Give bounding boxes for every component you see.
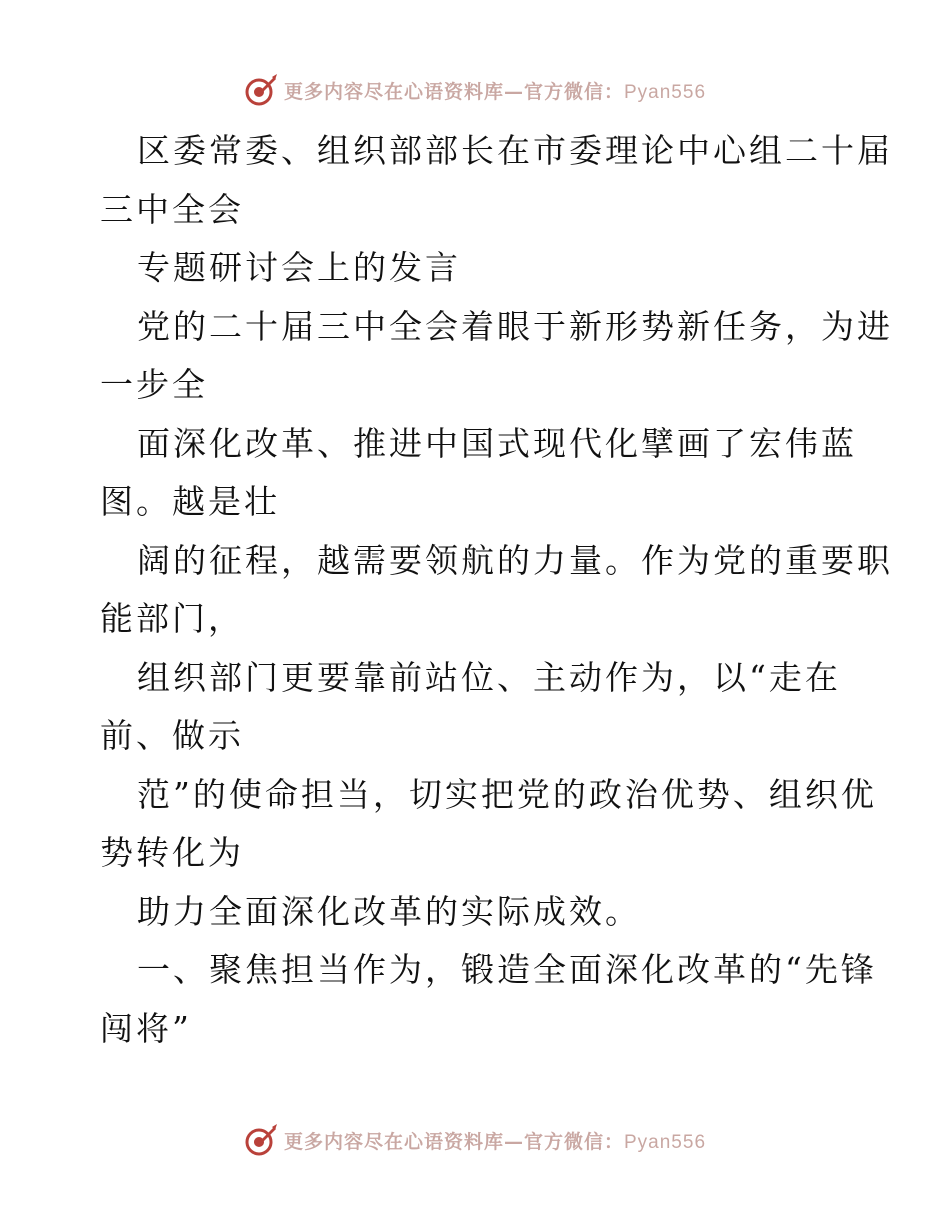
footer-watermark-banner: [0, 1120, 950, 1160]
doc-line: 图。越是壮: [100, 482, 280, 521]
footer-banner-text: 更多内容尽在心语资料库—官方微信：: [283, 1130, 624, 1153]
doc-line: 范”的使命担当，切实把党的政治优势、组织优: [137, 774, 877, 814]
doc-line: 前、做示: [100, 716, 244, 755]
doc-line: 区委常委、组织部部长在市委理论中心组二十届: [137, 131, 893, 170]
quill-logo-icon: [244, 73, 278, 107]
doc-line: 组织部门更要靠前站位、主动作为，以“走在: [137, 657, 841, 697]
doc-line: 一、聚焦担当作为，锻造全面深化改革的“先锋: [137, 950, 877, 989]
doc-line: 能部门，: [100, 599, 244, 638]
document-body: [100, 122, 893, 1058]
doc-line: 面深化改革、推进中国式现代化擘画了宏伟蓝: [137, 423, 857, 463]
header-banner-wechat-id: Pyan556: [624, 81, 707, 103]
doc-line: 势转化为: [100, 833, 244, 872]
doc-line: 三中全会: [100, 189, 244, 229]
doc-line: 专题研讨会上的发言: [137, 248, 461, 287]
doc-line: 阔的征程，越需要领航的力量。作为党的重要职: [137, 540, 893, 580]
doc-line: 党的二十届三中全会着眼于新形势新任务，为进: [137, 306, 893, 346]
header-watermark-banner: [0, 70, 950, 110]
doc-line: 一步全: [100, 365, 208, 404]
doc-line: 闯将”: [100, 1008, 192, 1048]
quill-logo-icon: [244, 1123, 278, 1157]
footer-banner-wechat-id: Pyan556: [624, 1131, 707, 1153]
doc-line: 助力全面深化改革的实际成效。: [137, 891, 641, 931]
header-banner-text: 更多内容尽在心语资料库—官方微信：: [283, 80, 624, 103]
